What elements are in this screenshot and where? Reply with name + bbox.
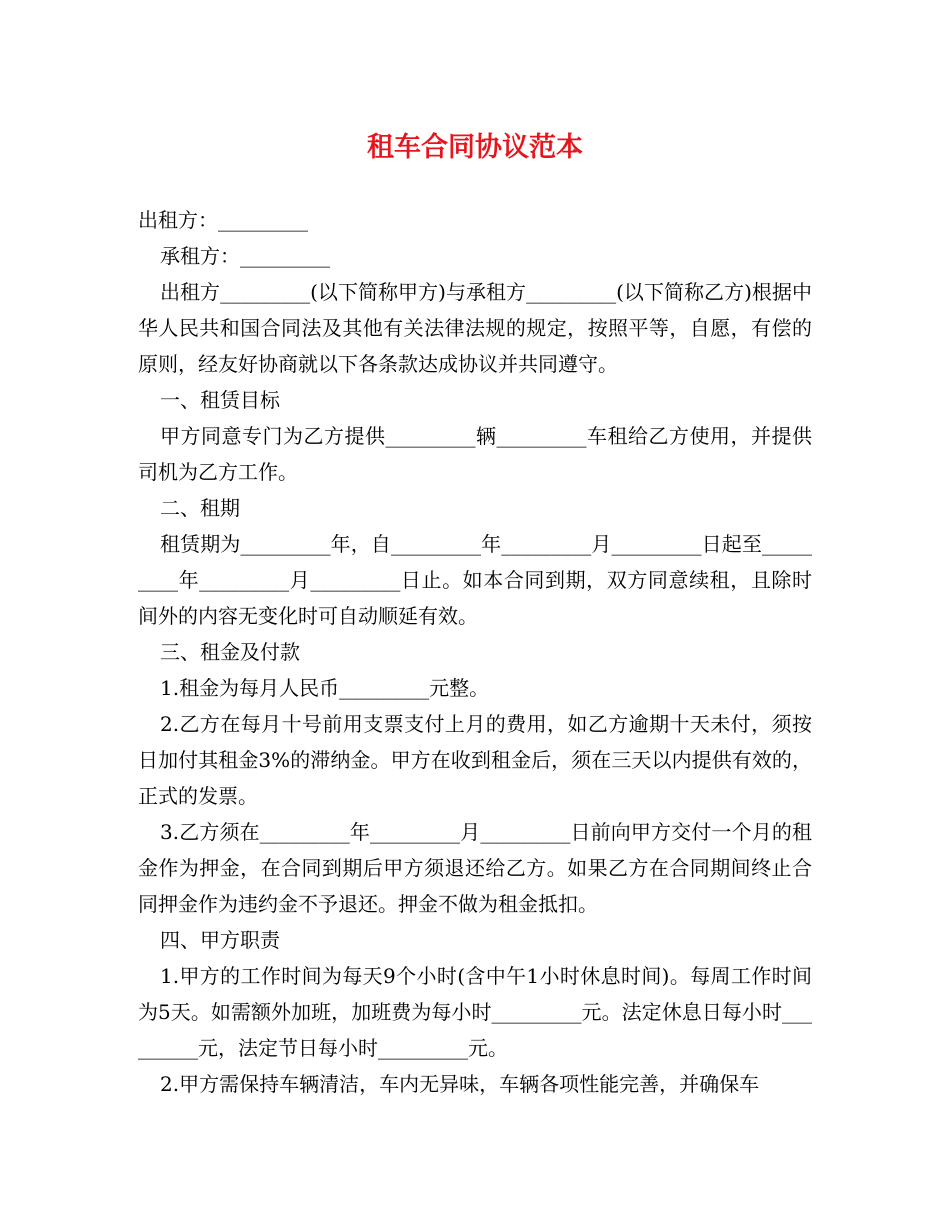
section-body-lease-term: 租赁期为_________年，自_________年_________月_________日起至_________年_________月_________日止。如本合同到期，双方同意续租，且除时间外的内容无变化时可自动顺延有效。: [138, 532, 812, 628]
rent-item-2: 2.乙方在每月十号前用支票支付上月的费用，如乙方逾期十天未付，须按日加付其租金3%的滞纳金。甲方在收到租金后，须在三天以内提供有效的，正式的发票。: [138, 712, 812, 808]
rent-item-1: 1.租金为每月人民币_________元整。: [160, 676, 490, 700]
rent-item-3: 3.乙方须在_________年_________月_________日前向甲方交付一个月的租金作为押金，在合同到期后甲方须退还给乙方。如果乙方在合同期间终止合同押金作为违约金不予退还。押金不做为租金抵扣。: [138, 820, 812, 916]
document-body: [138, 202, 812, 1102]
duties-item-2: 2.甲方需保持车辆清洁，车内无异味，车辆各项性能完善，并确保车: [160, 1072, 760, 1096]
section-body-lease-target: 甲方同意专门为乙方提供_________辆_________车租给乙方使用，并提供司机为乙方工作。: [138, 424, 812, 484]
lessee-line: 承租方：_________: [160, 244, 330, 268]
lessor-line: 出租方：_________: [138, 208, 308, 232]
preamble-paragraph: 出租方_________(以下简称甲方)与承租方_________(以下简称乙方)根据中华人民共和国合同法及其他有关法律法规的规定，按照平等，自愿，有偿的原则，经友好协商就以下各条款达成协议并共同遵守。: [138, 280, 812, 376]
section-heading-lessor-duties: 四、甲方职责: [160, 928, 280, 952]
section-heading-lease-target: 一、租赁目标: [160, 388, 280, 412]
section-heading-lease-term: 二、租期: [160, 496, 240, 520]
document-title: 租车合同协议范本: [367, 132, 583, 163]
section-heading-rent-payment: 三、租金及付款: [160, 640, 300, 664]
duties-item-1: 1.甲方的工作时间为每天9个小时(含中午1小时休息时间)。每周工作时间为5天。如需额外加班，加班费为每小时_________元。法定休息日每小时_________元，法定节日每小时_________元。: [138, 964, 812, 1060]
